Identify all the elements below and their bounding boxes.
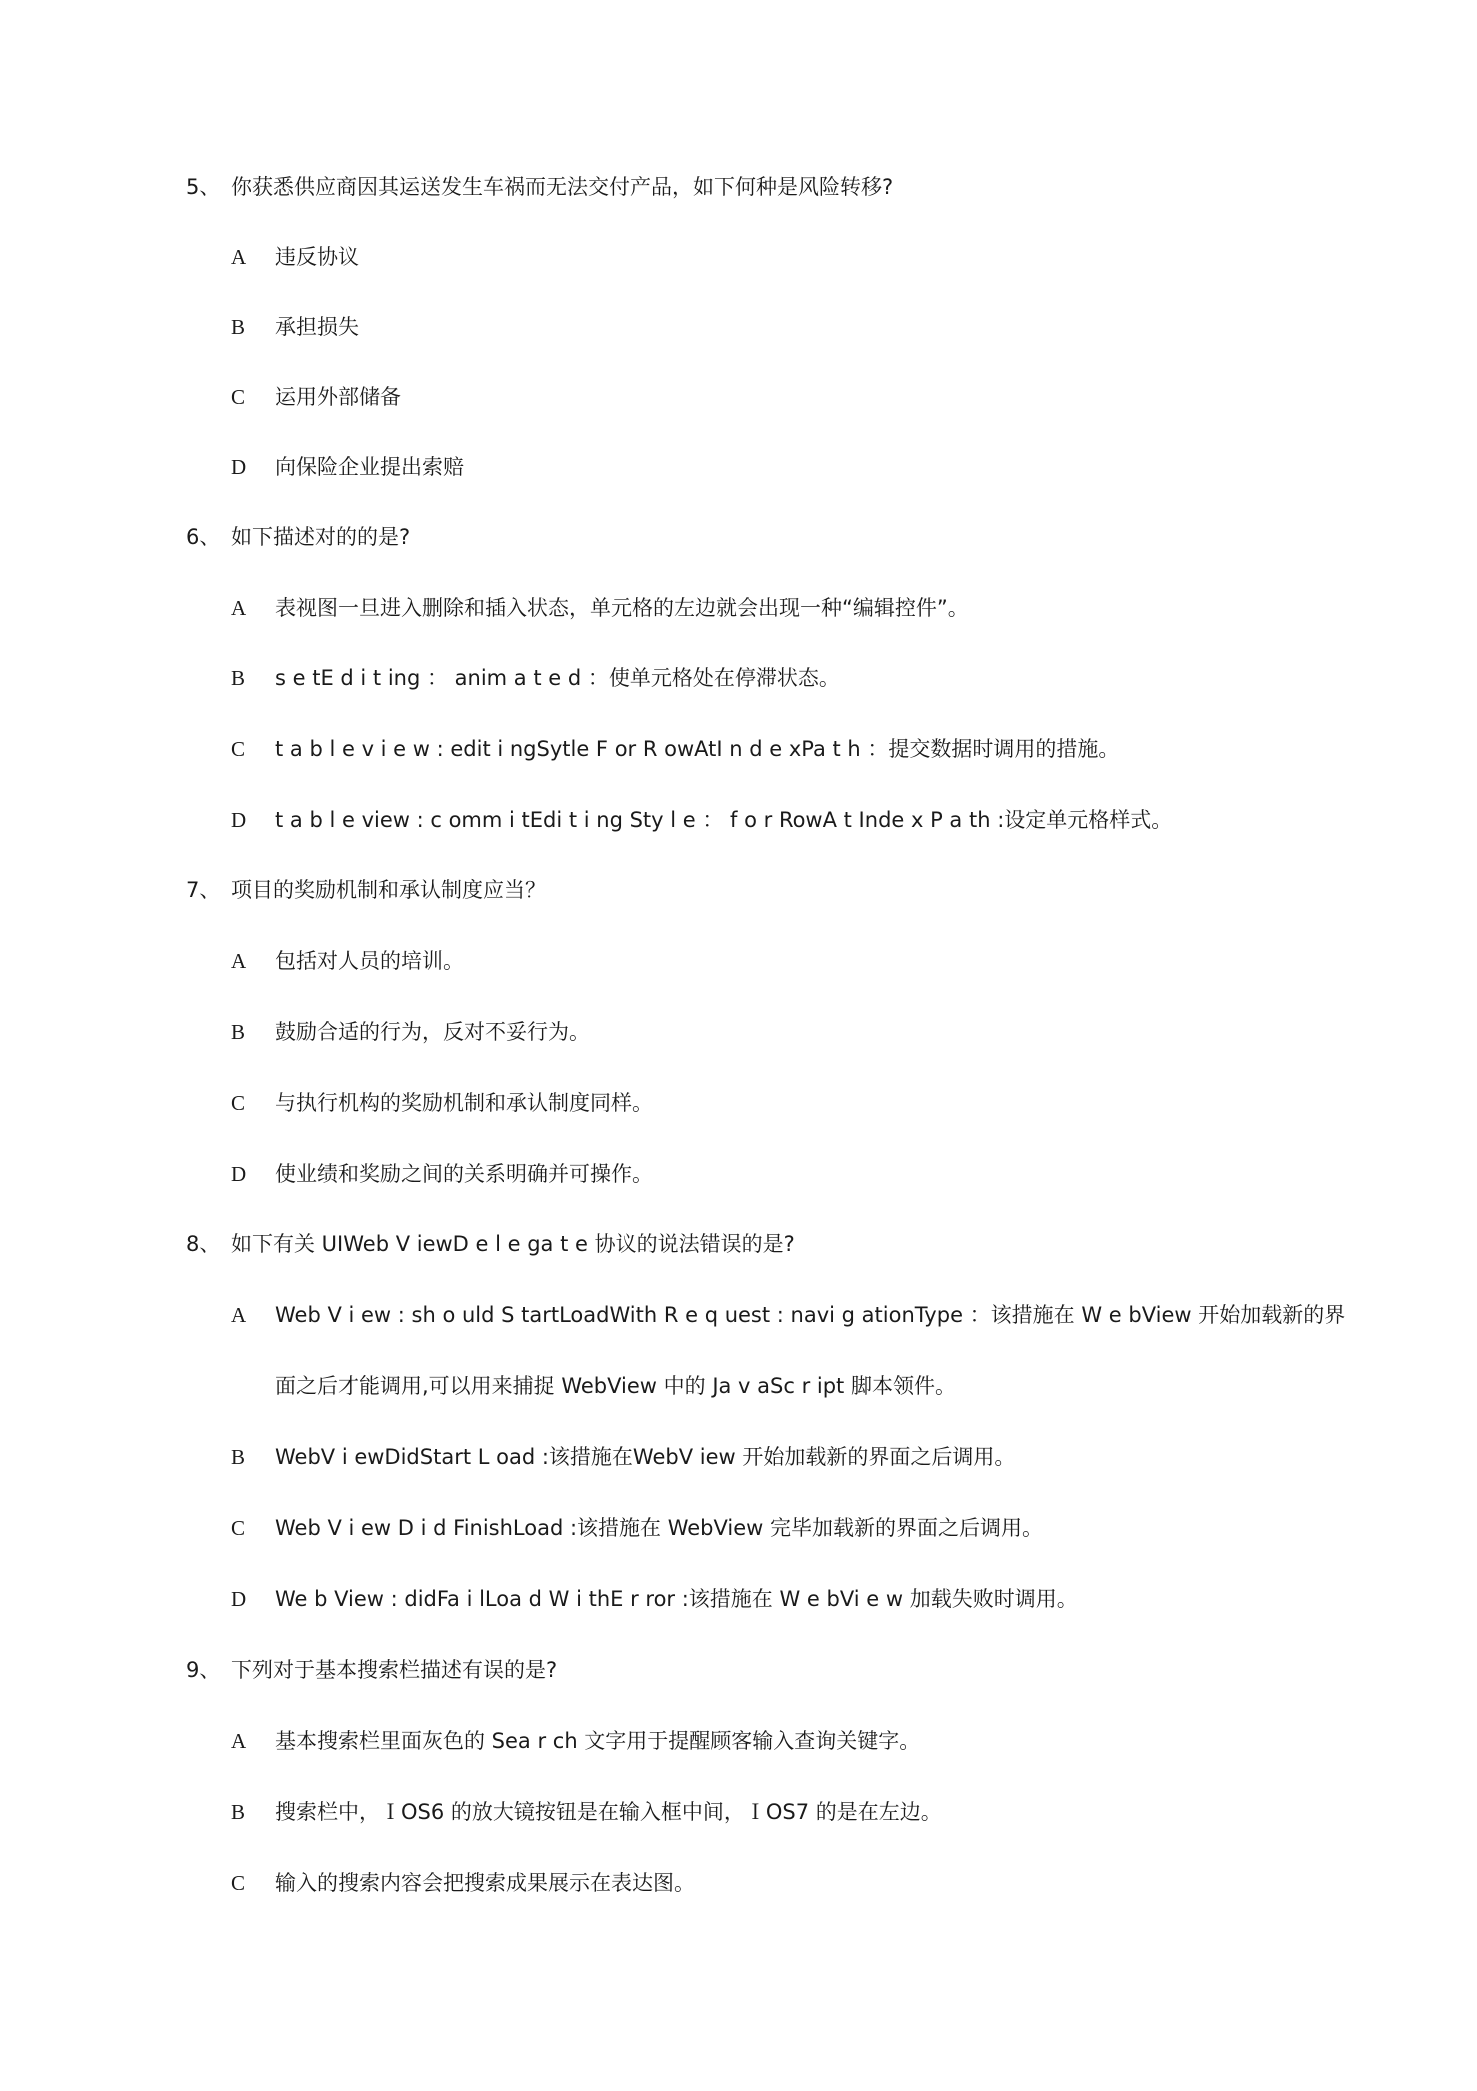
option-letter: A bbox=[231, 949, 247, 973]
question-text: 项目的奖励机制和承认制度应当？ bbox=[231, 878, 546, 902]
question-text: 下列对于基本搜索栏描述有误的是? bbox=[231, 1658, 558, 1682]
option-letter: C bbox=[231, 1871, 246, 1895]
option-letter: A bbox=[231, 1729, 247, 1753]
question-text: 你获悉供应商因其运送发生车祸而无法交付产品，如下何种是风险转移? bbox=[231, 175, 894, 199]
option-letter: D bbox=[231, 808, 247, 832]
question-number: 6、 bbox=[186, 525, 221, 549]
option-text: WebV i ewDidStart L oad :该措施在WebV iew 开始加载新的界面之后调用。 bbox=[275, 1445, 1016, 1469]
option-text: 使业绩和奖励之间的关系明确并可操作。 bbox=[275, 1162, 653, 1186]
question-text: 如下描述对的的是? bbox=[231, 525, 411, 549]
option-text: Web V i ew : sh o uld S tartLoadWith R e q uest : navi g ationType ：该措施在 W e bView 开始加载新的界 bbox=[275, 1303, 1346, 1327]
question-text: 如下有关 UIWeb V iewD e l e ga t e 协议的说法错误的是? bbox=[231, 1232, 795, 1256]
option-text: We b View : didFa i lLoa d W i thE r ror :该措施在 W e bVi e w 加载失败时调用。 bbox=[275, 1587, 1078, 1611]
option-letter: C bbox=[231, 385, 246, 409]
question-number: 5、 bbox=[186, 175, 221, 199]
option-text: Web V i ew D i d FinishLoad :该措施在 WebView 完毕加载新的界面之后调用。 bbox=[275, 1516, 1044, 1540]
option-text: 包括对人员的培训。 bbox=[275, 949, 464, 973]
option-text: s e tE d i t ing ： anim a t e d ：使单元格处在停滞状态。 bbox=[275, 666, 840, 690]
option-text: t a b l e view : c omm i tEdi t i ng Sty l e ： f o r RowA t Inde x P a th :设定单元格样式。 bbox=[275, 808, 1173, 832]
question-number: 9、 bbox=[186, 1658, 221, 1682]
option-text: 表视图一旦进入删除和插入状态，单元格的左边就会出现一种“编辑控件”。 bbox=[275, 596, 969, 620]
option-letter: A bbox=[231, 245, 247, 269]
option-letter: D bbox=[231, 455, 247, 479]
option-text: 搜索栏中，ＩOS6 的放大镜按钮是在输入框中间，ＩOS7 的是在左边。 bbox=[275, 1800, 942, 1824]
option-letter: A bbox=[231, 596, 247, 620]
question-number: 7、 bbox=[186, 878, 221, 902]
option-letter: D bbox=[231, 1162, 247, 1186]
option-letter: B bbox=[231, 1800, 246, 1824]
option-letter: C bbox=[231, 737, 246, 761]
option-text: 向保险企业提出索赔 bbox=[275, 455, 464, 479]
option-letter: D bbox=[231, 1587, 247, 1611]
option-text: 与执行机构的奖励机制和承认制度同样。 bbox=[275, 1091, 653, 1115]
option-letter: A bbox=[231, 1303, 247, 1327]
option-text: t a b l e v i e w : edit i ngSytle F or R owAtI n d e xPa t h ：提交数据时调用的措施。 bbox=[275, 737, 1120, 761]
option-text: 基本搜索栏里面灰色的 Sea r ch 文字用于提醒顾客输入查询关键字。 bbox=[275, 1729, 921, 1753]
option-text: 运用外部储备 bbox=[275, 385, 401, 409]
option-text: 输入的搜索内容会把搜索成果展示在表达图。 bbox=[275, 1871, 695, 1895]
option-letter: B bbox=[231, 666, 246, 690]
option-text: 承担损失 bbox=[275, 315, 359, 339]
option-letter: B bbox=[231, 315, 246, 339]
option-letter: B bbox=[231, 1020, 246, 1044]
option-text: 违反协议 bbox=[275, 245, 359, 269]
option-text: 鼓励合适的行为，反对不妥行为。 bbox=[275, 1020, 590, 1044]
question-number: 8、 bbox=[186, 1232, 221, 1256]
option-letter: C bbox=[231, 1516, 246, 1540]
option-letter: C bbox=[231, 1091, 246, 1115]
option-text-continuation: 面之后才能调用,可以用来捕捉 WebView 中的 Ja v aSc r ipt 脚本领件。 bbox=[275, 1374, 956, 1398]
option-letter: B bbox=[231, 1445, 246, 1469]
